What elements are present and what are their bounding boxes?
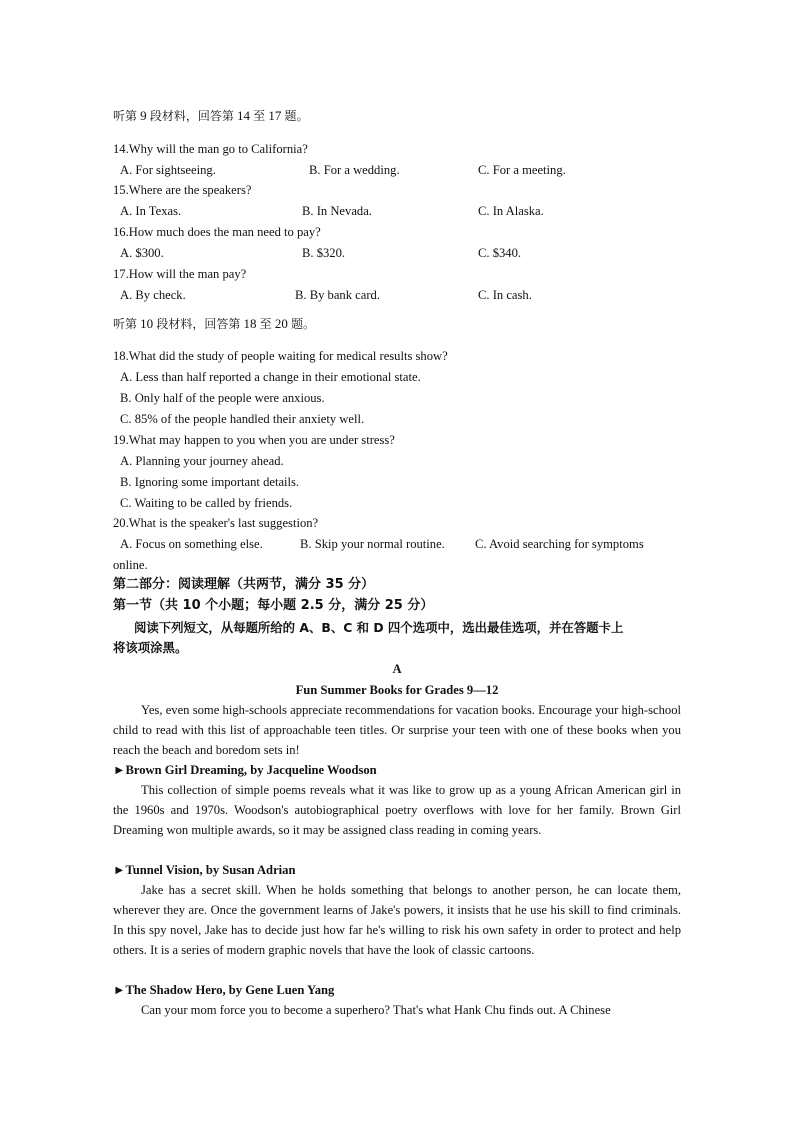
heading-text: 段材料，回答第 bbox=[149, 109, 234, 123]
q19-option-a: A. Planning your journey ahead. bbox=[120, 454, 284, 468]
instructions-line-1: 阅读下列短文，从每题所给的 A、B、C 和 D 四个选项中，选出最佳选项，并在答题卡上 bbox=[134, 620, 624, 635]
q14-option-a: A. For sightseeing. bbox=[120, 163, 216, 177]
q20-option-c: C. Avoid searching for symptoms bbox=[475, 537, 644, 551]
heading-number: 18 bbox=[243, 316, 257, 331]
question-19: 19.What may happen to you when you are under stress? bbox=[113, 433, 395, 447]
heading-text: 至 bbox=[259, 317, 272, 331]
heading-number: 10 bbox=[140, 316, 154, 331]
instructions-line-2: 将该项涂黑。 bbox=[113, 640, 188, 655]
q17-option-b: B. By bank card. bbox=[295, 288, 380, 302]
book-2-title: ►Tunnel Vision, by Susan Adrian bbox=[113, 863, 296, 877]
q18-option-c: C. 85% of the people handled their anxiety well. bbox=[120, 412, 365, 426]
book-1-description: This collection of simple poems reveals what it was like to grow up as a young African American girl in the 1960s and 1970s. Woodson's autobiographical poetry overflows with love for her family. Brown Girl Dreaming won multiple awards, so it may be assigned class reading in coming years. bbox=[113, 783, 681, 837]
question-16: 16.How much does the man need to pay? bbox=[113, 225, 321, 239]
q14-option-c: C. For a meeting. bbox=[478, 163, 566, 177]
section-1-heading: 第一节（共 10 个小题；每小题 2.5 分，满分 25 分） bbox=[113, 598, 434, 613]
section-9-heading bbox=[113, 108, 309, 124]
q16-option-c: C. $340. bbox=[478, 246, 522, 260]
passage-title: Fun Summer Books for Grades 9—12 bbox=[295, 683, 499, 697]
heading-text: 题。 bbox=[284, 109, 309, 123]
question-18: 18.What did the study of people waiting for medical results show? bbox=[113, 349, 448, 363]
heading-number: 20 bbox=[274, 316, 288, 331]
q15-option-c: C. In Alaska. bbox=[478, 204, 544, 218]
q17-option-a: A. By check. bbox=[120, 288, 186, 302]
question-14: 14.Why will the man go to California? bbox=[113, 142, 308, 156]
q17-option-c: C. In cash. bbox=[478, 288, 532, 302]
book-2-description: Jake has a secret skill. When he holds something that belongs to another person, he can locate them, wherever they are. Once the government learns of Jake's powers, it insists that he use his skill to find criminals. In this spy novel, Jake has to decide just how far he's willing to risk his own safety in order to protect and help others. It is a series of modern graphic novels that have the look of classic cartoons. bbox=[113, 883, 681, 957]
heading-number: 17 bbox=[268, 108, 282, 123]
q20-option-a: A. Focus on something else. bbox=[120, 537, 263, 551]
heading-number: 14 bbox=[237, 108, 250, 123]
book-3-title: ►The Shadow Hero, by Gene Luen Yang bbox=[113, 983, 335, 997]
heading-text: 至 bbox=[253, 109, 266, 123]
heading-number: 9 bbox=[140, 108, 147, 123]
q16-option-a: A. $300. bbox=[120, 246, 164, 260]
q20-option-c-continuation: online. bbox=[113, 558, 148, 572]
book-3-description: Can your mom force you to become a superhero? That's what Hank Chu finds out. A Chinese bbox=[141, 1003, 611, 1017]
q19-option-b: B. Ignoring some important details. bbox=[120, 475, 300, 489]
question-20: 20.What is the speaker's last suggestion? bbox=[113, 516, 319, 530]
q14-option-b: B. For a wedding. bbox=[309, 163, 400, 177]
q18-option-b: B. Only half of the people were anxious. bbox=[120, 391, 325, 405]
q19-option-c: C. Waiting to be called by friends. bbox=[120, 496, 293, 510]
heading-text: 听第 bbox=[113, 109, 138, 123]
question-15: 15.Where are the speakers? bbox=[113, 183, 252, 197]
q15-option-a: A. In Texas. bbox=[120, 204, 182, 218]
heading-text: 题。 bbox=[290, 317, 315, 331]
passage-intro: Yes, even some high-schools appreciate recommendations for vacation books. Encourage your high-school child to read with this list of approachable teen titles. Or surprise your teen with one of these books when you reach the beach and boredom sets in! bbox=[113, 703, 681, 757]
part-2-heading: 第二部分：阅读理解（共两节，满分 35 分） bbox=[113, 577, 375, 592]
heading-text: 听第 bbox=[113, 317, 138, 331]
q20-option-b: B. Skip your normal routine. bbox=[300, 537, 445, 551]
heading-text: 段材料，回答第 bbox=[156, 317, 241, 331]
book-1-title: ►Brown Girl Dreaming, by Jacqueline Woodson bbox=[113, 763, 377, 777]
passage-label: A bbox=[392, 662, 402, 676]
question-17: 17.How will the man pay? bbox=[113, 267, 247, 281]
q15-option-b: B. In Nevada. bbox=[302, 204, 372, 218]
q16-option-b: B. $320. bbox=[302, 246, 346, 260]
q18-option-a: A. Less than half reported a change in their emotional state. bbox=[120, 370, 421, 384]
section-10-heading bbox=[113, 316, 315, 332]
